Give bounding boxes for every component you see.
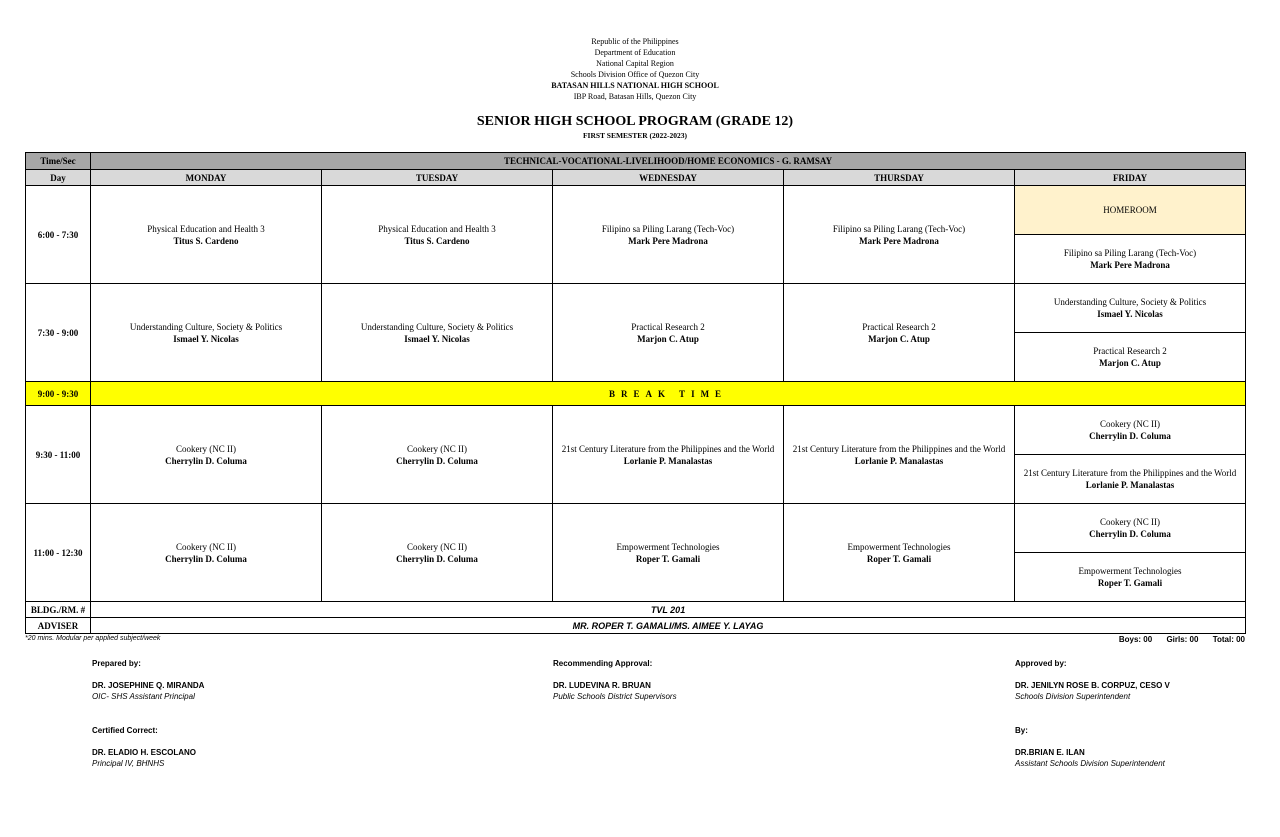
total-count: Total: 00 xyxy=(1212,635,1245,644)
teacher-name: Ismael Y. Nicolas xyxy=(1097,309,1163,319)
class-cell xyxy=(784,504,1015,602)
time-cell: 9:30 - 11:00 xyxy=(26,406,91,504)
page-subtitle: FIRST SEMESTER (2022-2023) xyxy=(582,131,688,140)
subject-name: Understanding Culture, Society & Politics xyxy=(360,321,514,332)
subject-name: 21st Century Literature from the Philippines and the World xyxy=(1023,468,1237,478)
footnote: *20 mins. Modular per applied subject/week xyxy=(25,635,161,642)
signatory-position: Principal IV, BHNHS xyxy=(92,759,165,768)
by-block xyxy=(1015,725,1165,769)
adviser-value: MR. ROPER T. GAMALI/MS. AIMEE Y. LAYAG xyxy=(91,618,1246,634)
subject-name: Practical Research 2 xyxy=(1093,346,1167,356)
teacher-name: Cherrylin D. Columa xyxy=(165,553,247,564)
teacher-name: Lorlanie P. Manalastas xyxy=(1085,480,1175,490)
class-cell xyxy=(784,406,1015,504)
teacher-name: Mark Pere Madrona xyxy=(1090,260,1170,270)
subject-name: Physical Education and Health 3 xyxy=(378,223,496,234)
recommending-approval-block xyxy=(553,658,677,702)
subject-name: Practical Research 2 xyxy=(631,321,705,332)
header-line: National Capital Region xyxy=(596,59,674,68)
teacher-name: Roper T. Gamali xyxy=(1097,578,1163,588)
document-header xyxy=(0,36,1270,102)
break-row xyxy=(26,382,1246,406)
page-title: SENIOR HIGH SCHOOL PROGRAM (GRADE 12) xyxy=(476,114,794,129)
day-header-wednesday: WEDNESDAY xyxy=(553,170,784,186)
building-value: TVL 201 xyxy=(91,602,1246,618)
class-cell xyxy=(784,186,1015,284)
class-cell xyxy=(322,284,553,382)
signatory-label: By: xyxy=(1015,726,1028,735)
teacher-name: Mark Pere Madrona xyxy=(628,235,708,246)
subject-name: HOMEROOM xyxy=(1103,205,1157,215)
subject-name: Cookery (NC II) xyxy=(407,541,467,552)
subject-name: Filipino sa Piling Larang (Tech-Voc) xyxy=(1063,248,1197,258)
class-cell xyxy=(1015,333,1246,382)
class-cell xyxy=(784,284,1015,382)
header-line: Department of Education xyxy=(594,48,676,57)
boys-count: Boys: 00 xyxy=(1118,635,1153,644)
class-cell xyxy=(91,504,322,602)
signatory-name: DR. JENILYN ROSE B. CORPUZ, CESO V xyxy=(1015,681,1170,690)
homeroom-cell xyxy=(1015,186,1246,235)
approved-by-block xyxy=(1015,658,1170,702)
teacher-name: Cherrylin D. Columa xyxy=(396,553,478,564)
break-label: BREAK TIME xyxy=(91,382,1246,406)
teacher-name: Marjon C. Atup xyxy=(637,333,699,344)
teacher-name: Cherrylin D. Columa xyxy=(396,455,478,466)
signatory-name: DR. ELADIO H. ESCOLANO xyxy=(92,748,197,757)
class-cell xyxy=(1015,553,1246,602)
subject-name: Empowerment Technologies xyxy=(1078,566,1182,576)
class-cell xyxy=(91,406,322,504)
subject-name: Cookery (NC II) xyxy=(176,541,236,552)
header-line: Schools Division Office of Quezon City xyxy=(570,70,700,79)
subject-name: Understanding Culture, Society & Politics xyxy=(1053,297,1207,307)
class-cell xyxy=(553,186,784,284)
class-cell xyxy=(553,406,784,504)
subject-name: Cookery (NC II) xyxy=(176,443,236,454)
class-cell xyxy=(1015,235,1246,284)
subject-name: Empowerment Technologies xyxy=(847,541,951,552)
signatory-name: DR. JOSEPHINE Q. MIRANDA xyxy=(92,681,205,690)
class-cell xyxy=(553,504,784,602)
teacher-name: Cherrylin D. Columa xyxy=(165,455,247,466)
student-counts xyxy=(1107,635,1245,644)
building-label: BLDG./RM. # xyxy=(26,602,91,618)
signatory-position: OIC- SHS Assistant Principal xyxy=(92,692,195,701)
teacher-name: Ismael Y. Nicolas xyxy=(173,333,239,344)
class-cell xyxy=(322,406,553,504)
teacher-name: Mark Pere Madrona xyxy=(859,235,939,246)
table-row xyxy=(26,406,1246,455)
teacher-name: Roper T. Gamali xyxy=(866,553,932,564)
signatory-label: Certified Correct: xyxy=(92,726,158,735)
teacher-name: Marjon C. Atup xyxy=(1099,358,1161,368)
school-address: IBP Road, Batasan Hills, Quezon City xyxy=(573,92,697,101)
table-row xyxy=(26,504,1246,553)
subject-name: 21st Century Literature from the Philippines and the World xyxy=(561,443,775,454)
signatory-name: DR. LUDEVINA R. BRUAN xyxy=(553,681,651,690)
certified-correct-block xyxy=(92,725,196,769)
class-cell xyxy=(553,284,784,382)
subject-name: Empowerment Technologies xyxy=(616,541,720,552)
class-cell xyxy=(1015,284,1246,333)
building-row xyxy=(26,602,1246,618)
subject-name: Filipino sa Piling Larang (Tech-Voc) xyxy=(601,223,735,234)
teacher-name: Cherrylin D. Columa xyxy=(1089,431,1171,441)
subject-name: Cookery (NC II) xyxy=(1100,517,1161,527)
time-cell: 11:00 - 12:30 xyxy=(26,504,91,602)
signatory-name: DR.BRIAN E. ILAN xyxy=(1015,748,1085,757)
table-row xyxy=(26,284,1246,333)
teacher-name: Roper T. Gamali xyxy=(635,553,701,564)
time-sec-label: Time/Sec xyxy=(26,153,91,170)
subject-name: Understanding Culture, Society & Politics xyxy=(129,321,283,332)
section-name: TECHNICAL-VOCATIONAL-LIVELIHOOD/HOME ECONOMICS - G. RAMSAY xyxy=(91,153,1246,170)
subject-name: Filipino sa Piling Larang (Tech-Voc) xyxy=(832,223,966,234)
teacher-name: Lorlanie P. Manalastas xyxy=(623,455,713,466)
signatory-position: Assistant Schools Division Superintendent xyxy=(1015,759,1165,768)
class-cell xyxy=(322,186,553,284)
class-cell xyxy=(1015,504,1246,553)
subject-name: Cookery (NC II) xyxy=(407,443,467,454)
class-cell xyxy=(322,504,553,602)
signatory-label: Approved by: xyxy=(1015,659,1067,668)
break-time-cell: 9:00 - 9:30 xyxy=(26,382,91,406)
day-label: Day xyxy=(26,170,91,186)
subject-name: Practical Research 2 xyxy=(862,321,936,332)
teacher-name: Titus S. Cardeno xyxy=(404,235,470,246)
day-header-tuesday: TUESDAY xyxy=(322,170,553,186)
girls-count: Girls: 00 xyxy=(1166,635,1199,644)
signatory-label: Recommending Approval: xyxy=(553,659,653,668)
school-name: BATASAN HILLS NATIONAL HIGH SCHOOL xyxy=(551,81,719,90)
header-line: Republic of the Philippines xyxy=(591,37,679,46)
day-header-thursday: THURSDAY xyxy=(784,170,1015,186)
subject-name: Cookery (NC II) xyxy=(1100,419,1161,429)
day-header-row xyxy=(26,170,1246,186)
signatory-label: Prepared by: xyxy=(92,659,141,668)
section-header-row xyxy=(26,153,1246,170)
teacher-name: Ismael Y. Nicolas xyxy=(404,333,470,344)
schedule-table xyxy=(25,152,1246,634)
adviser-label: ADVISER xyxy=(26,618,91,634)
class-cell xyxy=(1015,406,1246,455)
class-cell xyxy=(1015,455,1246,504)
day-header-friday: FRIDAY xyxy=(1015,170,1246,186)
subject-name: Physical Education and Health 3 xyxy=(147,223,265,234)
adviser-row xyxy=(26,618,1246,634)
time-cell: 7:30 - 9:00 xyxy=(26,284,91,382)
prepared-by-block xyxy=(92,658,204,702)
day-header-monday: MONDAY xyxy=(91,170,322,186)
signatory-position: Public Schools District Supervisors xyxy=(553,692,677,701)
teacher-name: Marjon C. Atup xyxy=(868,333,930,344)
table-row xyxy=(26,186,1246,235)
teacher-name: Cherrylin D. Columa xyxy=(1089,529,1171,539)
subject-name: 21st Century Literature from the Philippines and the World xyxy=(792,443,1006,454)
class-cell xyxy=(91,186,322,284)
time-cell: 6:00 - 7:30 xyxy=(26,186,91,284)
class-cell xyxy=(91,284,322,382)
teacher-name: Titus S. Cardeno xyxy=(173,235,239,246)
teacher-name: Lorlanie P. Manalastas xyxy=(854,455,944,466)
signatory-position: Schools Division Superintendent xyxy=(1015,692,1131,701)
